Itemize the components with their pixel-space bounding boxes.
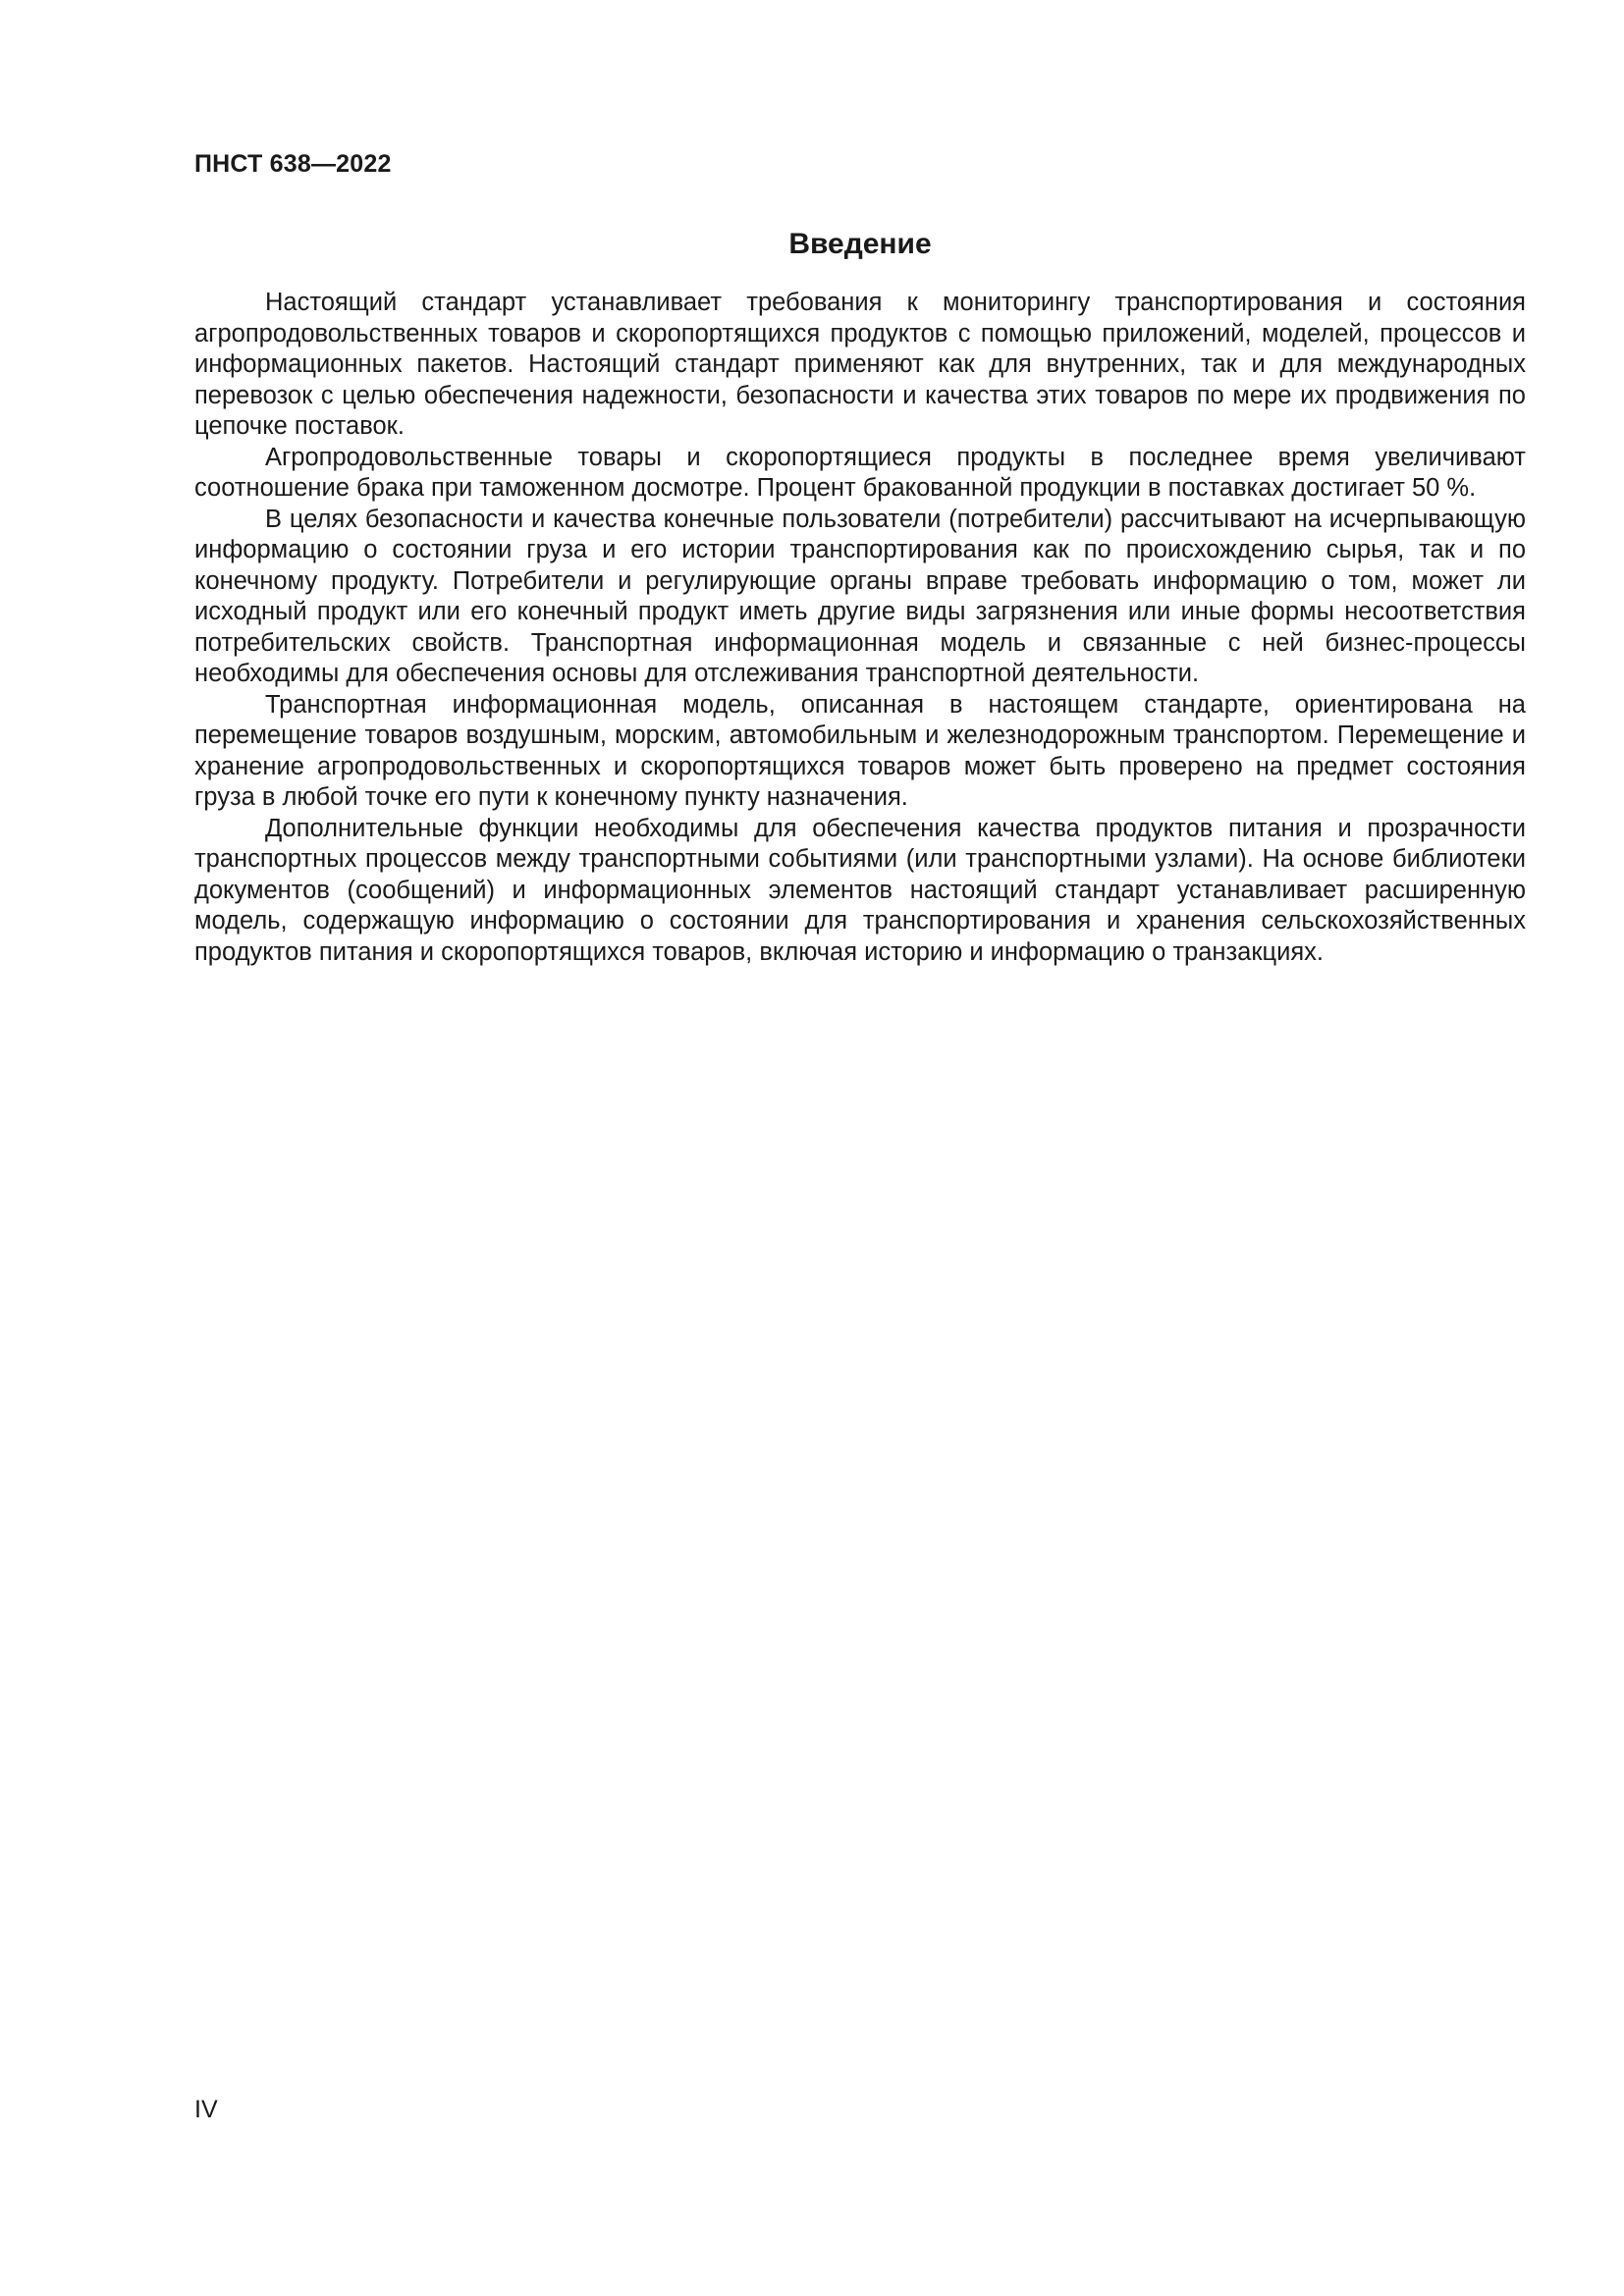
standard-code-header: ПНСТ 638—2022	[194, 150, 392, 178]
paragraph: В целях безопасности и качества конечные пользователи (потребители) рассчитывают на исчерпывающую информацию о состоянии груза и его истории транспортирования как по происхождению сырья, так и по конечному продукту. Потребители и регулирующие органы вправе требовать информацию о том, может ли исходный продукт или его конечный продукт иметь другие виды загрязнения или иные формы несоответствия потребительских свойств. Транспортная информационная модель и связанные с ней бизнес-процессы необходимы для обеспечения основы для отслеживания транспортной деятельности.	[194, 505, 1526, 687]
paragraph: Дополнительные функции необходимы для обеспечения качества продуктов питания и прозрачности транспортных процессов между транспортными событиями (или транспортными узлами). На основе библиотеки документов (сообщений) и информационных элементов настоящий стандарт устанавливает расширенную модель, содержащую информацию о состоянии для транспортирования и хранения сельскохозяйственных продуктов питания и скоропортящихся товаров, включая историю и информацию о транзакциях.	[194, 814, 1526, 966]
paragraph: Настоящий стандарт устанавливает требования к мониторингу транспортирования и состояния агропродовольственных товаров и скоропортящихся продуктов с помощью приложений, моделей, процессов и информационных пакетов. Настоящий стандарт применяют как для внутренних, так и для международных перевозок с целью обеспечения надежности, безопасности и качества этих товаров по мере их продвижения по цепочке поставок.	[194, 289, 1526, 440]
page-number: IV	[194, 2096, 218, 2123]
paragraph: Агропродовольственные товары и скоропортящиеся продукты в последнее время увеличивают соотношение брака при таможенном досмотре. Процент бракованной продукции в поставках достигает 50 %.	[194, 443, 1526, 502]
paragraph: Транспортная информационная модель, описанная в настоящем стандарте, ориентирована на перемещение товаров воздушным, морским, автомобильным и железнодорожным транспортом. Перемещение и хранение агропродовольственных и скоропортящихся товаров может быть проверено на предмет состояния груза в любой точке его пути к конечному пункту назначения.	[194, 690, 1526, 811]
section-title: Введение	[788, 228, 932, 260]
introduction-body	[194, 288, 1526, 968]
